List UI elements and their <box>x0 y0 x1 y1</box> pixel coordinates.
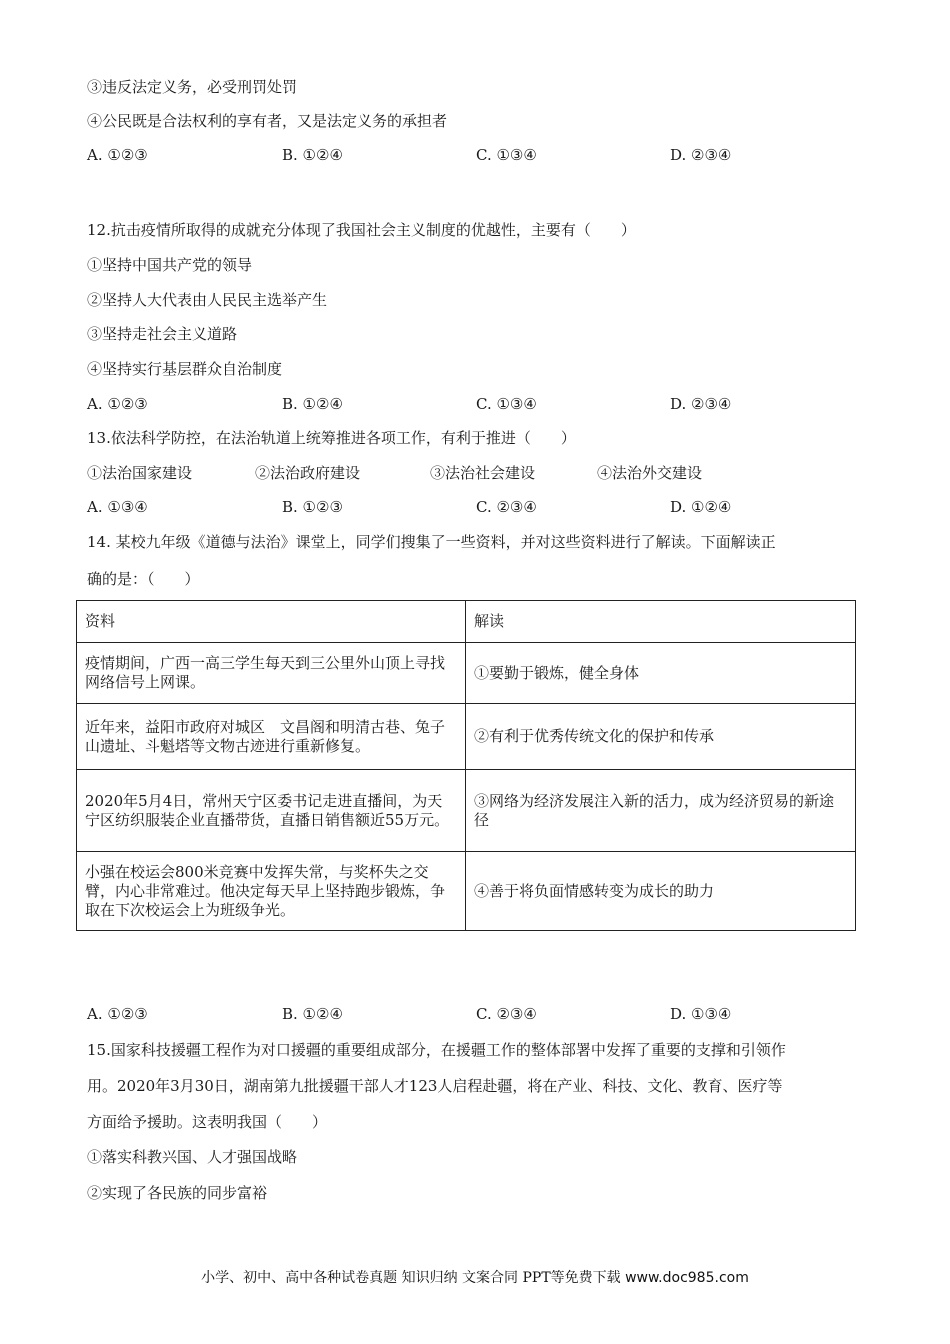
q14-option-c[interactable]: C. ②③④ <box>476 1005 537 1023</box>
option-b[interactable]: B. ①②④ <box>282 146 343 164</box>
q12-option-c[interactable]: C. ①③④ <box>476 395 537 413</box>
q12-statement-1: ①坚持中国共产党的领导 <box>87 256 253 274</box>
q13-option-b[interactable]: B. ①②③ <box>282 498 343 516</box>
statement-3: ③违反法定义务，必受刑罚处罚 <box>87 78 298 96</box>
table-cell-material: 疫情期间，广西一高三学生每天到三公里外山顶上寻找网络信号上网课。 <box>77 643 466 704</box>
q13-option-c[interactable]: C. ②③④ <box>476 498 537 516</box>
table-cell-interpretation: ④善于将负面情感转变为成长的助力 <box>466 852 856 931</box>
option-c[interactable]: C. ①③④ <box>476 146 537 164</box>
q12-statement-3: ③坚持走社会主义道路 <box>87 325 238 343</box>
table-row <box>77 704 856 770</box>
q13-statement-3: ③法治社会建设 <box>430 464 536 482</box>
question-14-stem-line-2: 确的是：（ ） <box>87 570 200 588</box>
q14-option-a[interactable]: A. ①②③ <box>87 1005 148 1023</box>
table-header-interpretation: 解读 <box>466 601 856 643</box>
q15-statement-2: ②实现了各民族的同步富裕 <box>87 1184 268 1202</box>
table-cell-interpretation: ③网络为经济发展注入新的活力，成为经济贸易的新途径 <box>466 770 856 852</box>
q12-statement-2: ②坚持人大代表由人民民主选举产生 <box>87 291 328 309</box>
table-header-row <box>77 601 856 643</box>
q14-option-d[interactable]: D. ①③④ <box>670 1005 732 1023</box>
table-header-material: 资料 <box>77 601 466 643</box>
q12-option-b[interactable]: B. ①②④ <box>282 395 343 413</box>
table-row <box>77 643 856 704</box>
q13-statement-1: ①法治国家建设 <box>87 464 193 482</box>
footer-link[interactable]: www.doc985.com <box>625 1270 749 1286</box>
page-footer <box>0 1268 950 1288</box>
q14-answer-options <box>87 1004 867 1024</box>
table-cell-interpretation: ①要勤于锻炼，健全身体 <box>466 643 856 704</box>
q15-statement-1: ①落实科教兴国、人才强国战略 <box>87 1148 298 1166</box>
table-cell-interpretation: ②有利于优秀传统文化的保护和传承 <box>466 704 856 770</box>
q12-option-a[interactable]: A. ①②③ <box>87 395 148 413</box>
question-15-stem-line-2: 用。2020年3月30日，湖南第九批援疆干部人才123人启程赴疆，将在产业、科技、文化、教育、医疗等 <box>87 1077 783 1095</box>
table-row <box>77 852 856 931</box>
q14-option-b[interactable]: B. ①②④ <box>282 1005 343 1023</box>
question-15-stem-line-3: 方面给予援助。这表明我国（ ） <box>87 1113 328 1131</box>
q12-statement-4: ④坚持实行基层群众自治制度 <box>87 360 283 378</box>
q13-statement-4: ④法治外交建设 <box>597 464 703 482</box>
table-cell-material: 2020年5月4日，常州天宁区委书记走进直播间，为天宁区纺织服装企业直播带货，直播日销售额近55万元。 <box>77 770 466 852</box>
question-15-stem-line-1: 15.国家科技援疆工程作为对口援疆的重要组成部分，在援疆工作的整体部署中发挥了重要的支撑和引领作 <box>87 1041 786 1059</box>
material-table <box>76 600 856 931</box>
q13-answer-options <box>87 497 867 517</box>
question-12-stem: 12.抗击疫情所取得的成就充分体现了我国社会主义制度的优越性，主要有（ ） <box>87 221 636 239</box>
table-cell-material: 近年来，益阳市政府对城区 文昌阁和明清古巷、兔子山遗址、斗魁塔等文物古迹进行重新修复。 <box>77 704 466 770</box>
option-d[interactable]: D. ②③④ <box>670 146 732 164</box>
question-13-stem: 13.依法科学防控，在法治轨道上统筹推进各项工作，有利于推进（ ） <box>87 429 576 447</box>
q13-option-d[interactable]: D. ①②④ <box>670 498 732 516</box>
footer-text: 小学、初中、高中各种试卷真题 知识归纳 文案合同 PPT等免费下载 <box>201 1270 621 1286</box>
q12-answer-options <box>87 394 867 414</box>
statement-4: ④公民既是合法权利的享有者，又是法定义务的承担者 <box>87 112 448 130</box>
option-a[interactable]: A. ①②③ <box>87 146 148 164</box>
q13-statements <box>87 463 867 483</box>
q13-statement-2: ②法治政府建设 <box>255 464 361 482</box>
table-row <box>77 770 856 852</box>
table-cell-material: 小强在校运会800米竞赛中发挥失常，与奖杯失之交臂，内心非常难过。他决定每天早上坚持跑步锻炼，争取在下次校运会上为班级争光。 <box>77 852 466 931</box>
answer-options <box>87 145 867 165</box>
question-14-stem-line-1: 14. 某校九年级《道德与法治》课堂上，同学们搜集了一些资料，并对这些资料进行了解读。下面解读正 <box>87 533 776 551</box>
q12-option-d[interactable]: D. ②③④ <box>670 395 732 413</box>
q13-option-a[interactable]: A. ①③④ <box>87 498 148 516</box>
